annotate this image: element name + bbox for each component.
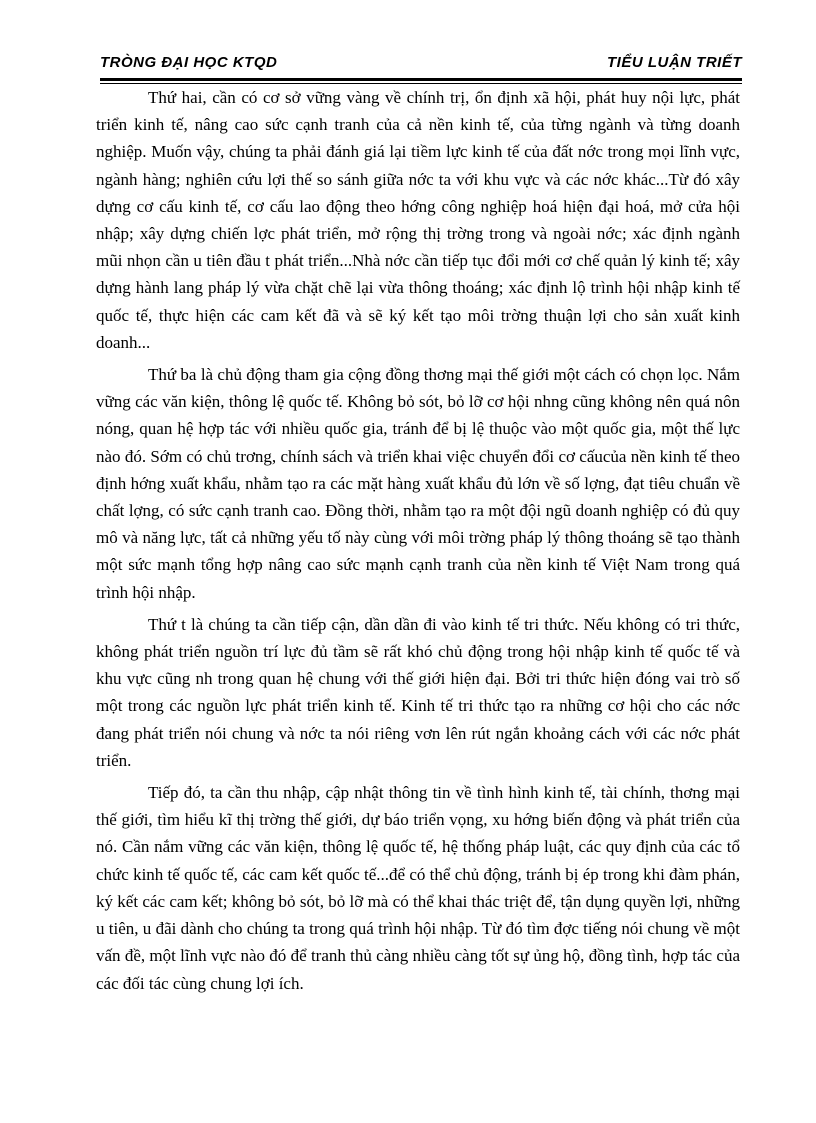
header-school-name: TRÒNG ĐẠI HỌC KTQD [100,54,278,71]
paragraph-tiep-do: Tiếp đó, ta cần thu nhập, cập nhật thông tin về tình hình kinh tế, tài chính, thơng mại thế giới, tìm hiểu kĩ thị trờng thế giới, dự báo triển vọng, xu hớng biến động và phát triển của nó. Cần nắm vững các văn kiện, thông lệ quốc tế, hệ thống pháp luật, các quy định của các tổ chức kinh tế quốc tế, các cam kết quốc tế...để có thể chủ động, tránh bị ép trong khi đàm phán, ký kết các cam kết; không bỏ sót, bỏ lỡ mà có thể khai thác triệt để, tận dụng quyền lợi, những u tiên, u đãi dành cho chúng ta trong quá trình hội nhập. Từ đó tìm đợc tiếng nói chung về một vấn đề, một lĩnh vực nào đó để tranh thủ càng nhiều càng tốt sự ủng hộ, đồng tình, hợp tác của các đối tác cùng chung lợi ích. [96,783,740,993]
header-document-title: TIỂU LUẬN TRIẾT [607,54,742,71]
paragraph-thu-hai: Thứ hai, cần có cơ sở vững vàng về chính trị, ổn định xã hội, phát huy nội lực, phát triển kinh tế, nâng cao sức cạnh tranh của cả nền kinh tế, của từng ngành và từng doanh nghiệp. Muốn vậy, chúng ta phải đánh giá lại tiềm lực kinh tế của đất nớc trong mọi lĩnh vực, ngành hàng; nghiên cứu lợi thế so sánh giữa nớc ta với khu vực và các nớc khác...Từ đó xây dựng cơ cấu kinh tế, cơ cấu lao động theo hớng công nghiệp hoá hiện đại hoá, mở cửa hội nhập; xây dựng chiến lợc phát triển, mở rộng thị trờng trong và ngoài nớc; xác định ngành mũi nhọn cần u tiên đầu t phát triển...Nhà nớc cần tiếp tục đổi mới cơ chế quản lý kinh tế; xây dựng hành lang pháp lý vừa chặt chẽ lại vừa thông thoáng; xác định lộ trình hội nhập kinh tế quốc tế, thực hiện các cam kết đã và sẽ ký kết tạo môi trờng thuận lợi cho sản xuất kinh doanh... [96,88,740,352]
paragraph-thu-tu: Thứ t là chúng ta cần tiếp cận, dần dần đi vào kinh tế tri thức. Nếu không có tri thức, không phát triển nguồn trí lực đủ tầm sẽ rất khó chủ động trong hội nhập kinh tế quốc tế và khu vực cũng nh trong quan hệ chung với thế giới hiện đại. Bởi tri thức hiện đóng vai trò số một trong các nguồn lực phát triển kinh tế. Kinh tế tri thức tạo ra những cơ hội cho các nớc đang phát triển nói chung và nớc ta nói riêng vơn lên rút ngắn khoảng cách với các nớc phát triển. [96,614,740,770]
page-header [100,54,742,78]
paragraph-thu-ba: Thứ ba là chủ động tham gia cộng đồng thơng mại thế giới một cách có chọn lọc. Nắm vững các văn kiện, thông lệ quốc tế. Không bỏ sót, bỏ lỡ cơ hội nhng cũng không nên quá nôn nóng, quan hệ hợp tác với nhiều quốc gia, tránh để bị lệ thuộc vào một quốc gia, một thế lực nào đó. Sớm có chủ trơng, chính sách và triển khai việc chuyển đổi cơ cấucủa nền kinh tế theo định hớng xuất khẩu, nhằm tạo ra các mặt hàng xuất khẩu đủ lớn về số lợng, đạt tiêu chuẩn về chất lợng, có sức cạnh tranh cao. Đồng thời, nhằm tạo ra một đội ngũ doanh nghiệp có đủ quy mô và năng lực, tất cả những yếu tố này cùng với môi trờng pháp lý thông thoáng sẽ tạo thành một sức mạnh tổng hợp nâng cao sức mạnh cạnh tranh của nền kinh tế Việt Nam trong quá trình hội nhập. [96,365,740,602]
document-body [96,84,740,997]
